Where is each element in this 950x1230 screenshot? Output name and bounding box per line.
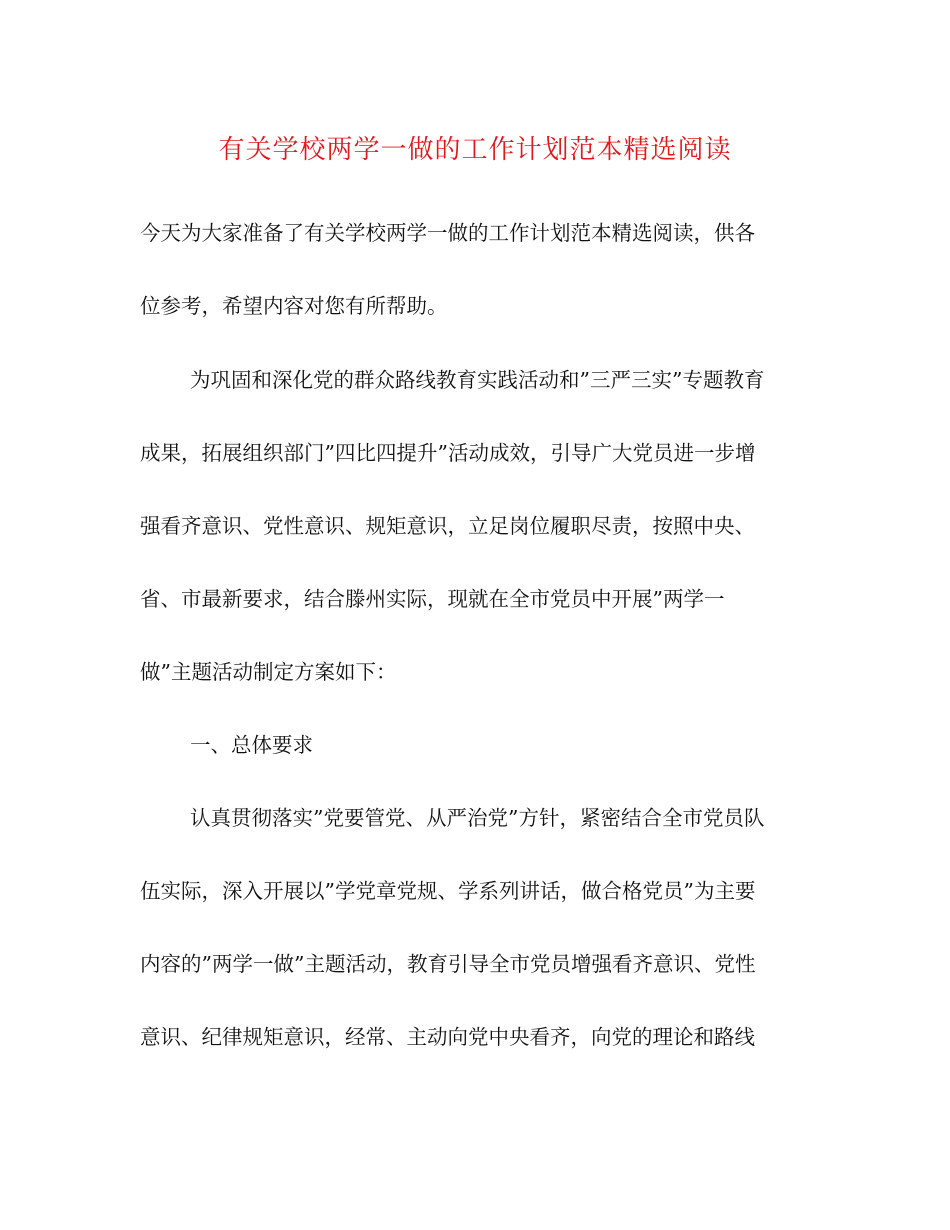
section-heading: 一、总体要求 (190, 733, 313, 757)
paragraph-line: 省、市最新要求，结合滕州实际，现就在全市党员中开展”两学一 (140, 587, 725, 611)
paragraph-line: 今天为大家准备了有关学校两学一做的工作计划范本精选阅读，供各 (140, 221, 755, 245)
paragraph-line: 强看齐意识、党性意识、规矩意识，立足岗位履职尽责，按照中央、 (140, 514, 755, 538)
paragraph-line: 成果，拓展组织部门”四比四提升”活动成效，引导广大党员进一步增 (140, 441, 756, 465)
paragraph-line: 为巩固和深化党的群众路线教育实践活动和”三严三实”专题教育 (190, 368, 765, 392)
paragraph-line: 认真贯彻落实”党要管党、从严治党”方针，紧密结合全市党员队 (190, 806, 765, 830)
paragraph-line: 位参考，希望内容对您有所帮助。 (140, 294, 448, 318)
paragraph-line: 伍实际，深入开展以”学党章党规、学系列讲话，做合格党员”为主要 (140, 879, 756, 903)
paragraph-line: 做”主题活动制定方案如下： (140, 660, 397, 684)
paragraph-line: 内容的”两学一做”主题活动，教育引导全市党员增强看齐意识、党性 (140, 952, 756, 976)
paragraph-line: 意识、纪律规矩意识，经常、主动向党中央看齐，向党的理论和路线 (140, 1025, 755, 1049)
document-title: 有关学校两学一做的工作计划范本精选阅读 (218, 135, 732, 165)
